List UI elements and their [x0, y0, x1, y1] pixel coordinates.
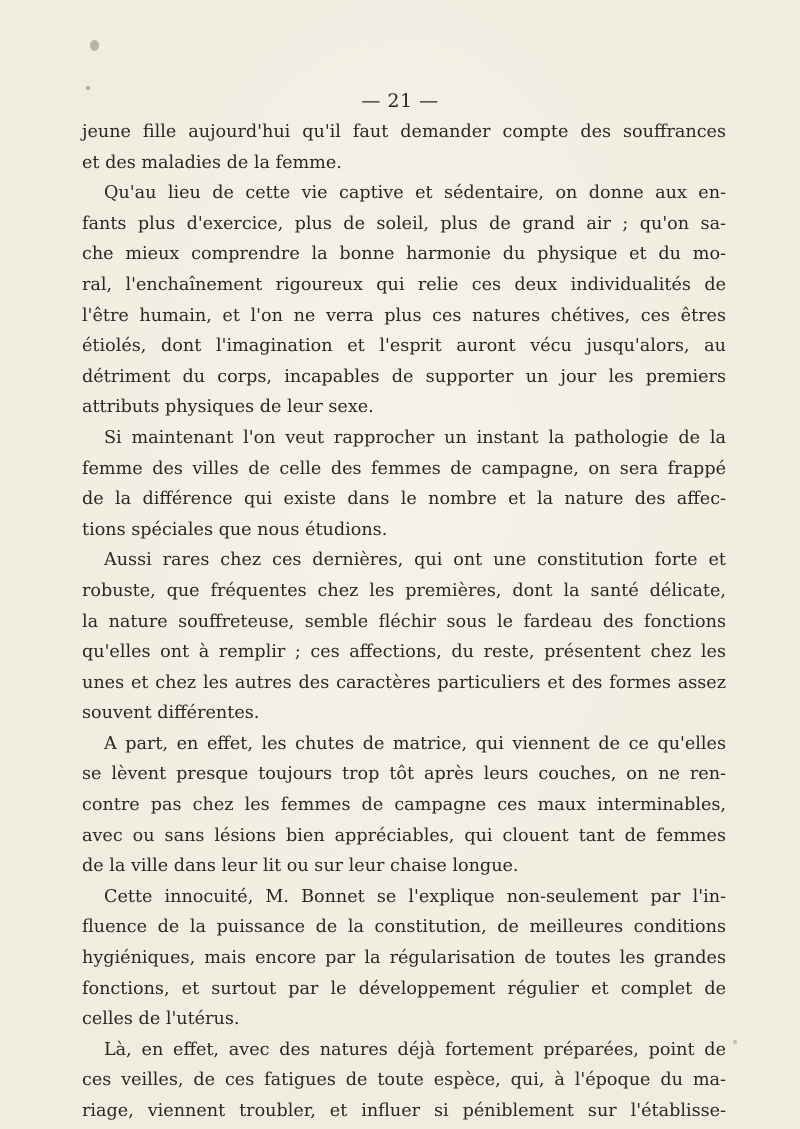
text-line: l'être humain, et l'on ne verra plus ces natures chétives, ces êtres: [82, 305, 726, 326]
text-line: unes et chez les autres des caractères particuliers et des formes assez: [82, 672, 726, 693]
text-line: jeune fille aujourd'hui qu'il faut demander compte des souffrances: [82, 122, 726, 142]
text-line: ral, l'enchaînement rigoureux qui relie ces deux individualités de: [82, 274, 726, 295]
text-line: de la ville dans leur lit ou sur leur chaise longue.: [82, 856, 519, 877]
ink-speck: [90, 40, 99, 51]
text-line: avec ou sans lésions bien appréciables, qui clouent tant de femmes: [82, 825, 726, 846]
text-line: de la différence qui existe dans le nombre et la nature des affec-: [82, 489, 726, 510]
text-line: détriment du corps, incapables de supporter un jour les premiers: [82, 366, 726, 387]
text-line: et des maladies de la femme.: [82, 152, 342, 173]
text-line: A part, en effet, les chutes de matrice, qui viennent de ce qu'elles: [104, 733, 726, 754]
text-line: riage, viennent troubler, et influer si péniblement sur l'établisse-: [82, 1101, 726, 1121]
text-line: che mieux comprendre la bonne harmonie du physique et du mo-: [82, 244, 726, 265]
text-line: hygiéniques, mais encore par la régularisation de toutes les grandes: [82, 948, 726, 969]
text-line: étiolés, dont l'imagination et l'esprit auront vécu jusqu'alors, au: [82, 336, 726, 357]
text-line: celles de l'utérus.: [82, 1009, 240, 1030]
text-line: Qu'au lieu de cette vie captive et sédentaire, on donne aux en-: [104, 183, 726, 204]
text-line: se lèvent presque toujours trop tôt après leurs couches, on ne ren-: [82, 764, 726, 785]
text-line: qu'elles ont à remplir ; ces affections, du reste, présentent chez les: [82, 642, 726, 663]
text-line: fonctions, et surtout par le développement régulier et complet de: [82, 978, 726, 999]
text-line: robuste, que fréquentes chez les premières, dont la santé délicate,: [82, 580, 726, 601]
ink-speck: [733, 1040, 737, 1044]
text-line: femme des villes de celle des femmes de campagne, on sera frappé: [82, 458, 726, 479]
body-text: [82, 117, 726, 1127]
text-line: souvent différentes.: [82, 703, 260, 724]
text-line: fants plus d'exercice, plus de soleil, plus de grand air ; qu'on sa-: [82, 213, 726, 234]
text-line: Si maintenant l'on veut rapprocher un instant la pathologie de la: [104, 427, 726, 448]
text-line: la nature souffreteuse, semble fléchir sous le fardeau des fonctions: [82, 611, 726, 632]
text-line: fluence de la puissance de la constitution, de meilleures conditions: [82, 917, 726, 938]
text-line: contre pas chez les femmes de campagne ces maux interminables,: [82, 795, 726, 816]
text-line: tions spéciales que nous étudions.: [82, 519, 388, 540]
text-line: Cette innocuité, M. Bonnet se l'explique non-seulement par l'in-: [104, 886, 726, 907]
text-line: ces veilles, de ces fatigues de toute espèce, qui, à l'époque du ma-: [82, 1070, 726, 1091]
text-line: Aussi rares chez ces dernières, qui ont une constitution forte et: [104, 550, 726, 571]
text-line: Là, en effet, avec des natures déjà fortement préparées, point de: [104, 1039, 726, 1060]
text-line: attributs physiques de leur sexe.: [82, 397, 374, 418]
page-number: — 21 —: [361, 90, 439, 112]
